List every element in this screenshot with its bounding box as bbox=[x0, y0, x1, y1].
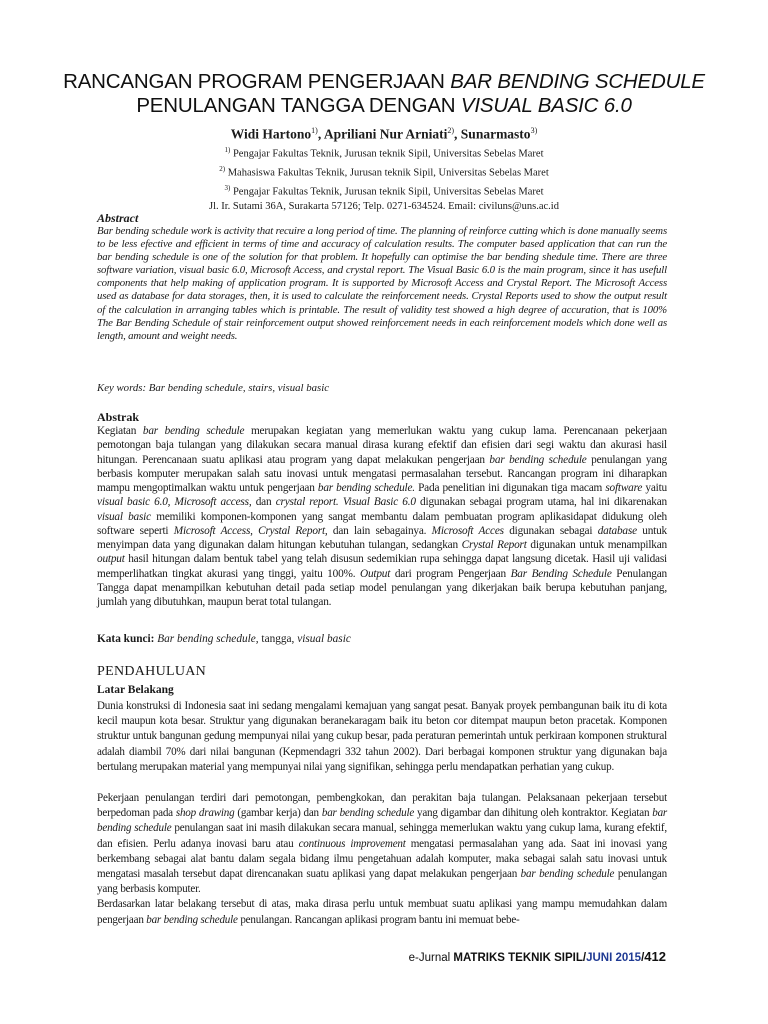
keywords-english: Key words: Bar bending schedule, stairs, visual basic bbox=[97, 382, 330, 394]
issue-month: JUNI bbox=[586, 952, 613, 964]
introduction-section bbox=[97, 664, 667, 928]
abstrak-heading: Abstrak bbox=[97, 410, 140, 424]
subsection-heading: Latar Belakang bbox=[97, 684, 174, 696]
abstrak-text: Kegiatan bar bending schedule merupakan kegiatan yang memerlukan waktu yang cukup lama. Perencanaan pekerjaan pemotongan baja tulangan yang dilakukan secara manual dirasa kurang efektif dan efisien dari segi waktu dan akurasi hasil hitungan. Perencanaan suatu aplikasi atau program yang dapat melakukan pengerjaan bar bending schedule penulangan yang berbasis komputer merupakan salah satu inovasi untuk mengatasi permasalahan tersebut. Rancangan program ini diharapkan mampu mengoptimalkan waktu untuk pengerjaan bar bending schedule. Pada penelitian ini digunakan tiga macam software yaitu visual basic 6.0, Microsoft access, dan crystal report. Visual Basic 6.0 digunakan sebagai program utama, hal ini dikarenakan visual basic memiliki komponen-komponen yang sangat membantu dalam pembuatan program aplikasidapat didukung oleh software seperti Microsoft Access, Crystal Report, dan lain sebagainya. Microsoft Acces digunakan sebagai database untuk menyimpan data yang digunakan dalam hitungan kebutuhan tulangan, sedangkan Crystal Report digunakan untuk menampilkan output hasil hitungan dalam bentuk tabel yang telah disusun sedemikian rupa sehingga dapat langsung dicetak. Hasil uji validasi memperlihatkan tingkat akurasi yang tinggi, yaitu 100%. Output dari program Pengerjaan Bar Bending Schedule Penulangan Tangga dapat menampilkan kebutuhan detail pada setiap model penulangan yang dikerjakan baik berupa kebutuhan panjang, jumlah yang dibutuhkan, maupun berat total tulangan. bbox=[97, 425, 668, 608]
affiliation-line: $^{2)}$ Mahasiswa Fakultas Teknik, Jurusan teknik Sipil, Universitas Sebelas Maret bbox=[219, 164, 549, 179]
abstract-indonesian bbox=[97, 410, 667, 609]
paragraph: Pekerjaan penulangan terdiri dari pemotongan, pembengkokan, dan perakitan baja tulangan. Pelaksanaan pekerjaan tersebut berpedoman pada shop drawing (gambar kerja) dan bar bending schedule yang digambar dan dihitung oleh kontraktor. Kegiatan bar bending schedule penulangan saat ini masih dilakukan secara manual, sehingga memerlukan waktu yang cukup lama, kurang efektif, dan efisien. Perlu adanya inovasi baru atau continuous improvement mengatasi permasalahan yang ada. Saat ini inovasi yang berkembang sebagai alat bantu dalam segala bidang ilmu pengetahuan adalah komputer, maka sebagai salah satu inovasi untuk mengatasi masalah tersebut dapat direncanakan suatu aplikasi yang dapat melakukan pengerjaan bar bending schedule penulangan yang berbasis komputer. bbox=[97, 792, 668, 896]
paper-title bbox=[0, 70, 768, 118]
keywords-indonesian: Kata kunci: Bar bending schedule, tangga, visual basic bbox=[97, 633, 351, 645]
affiliation-line: $^{3)}$ Pengajar Fakultas Teknik, Jurusan teknik Sipil, Universitas Sebelas Maret bbox=[224, 183, 544, 198]
journal-footer: e-Jurnal MATRIKS TEKNIK SIPIL/JUNI 2015/412 bbox=[408, 949, 666, 964]
abstract-heading: Abstract bbox=[97, 211, 139, 225]
author-name: Widi Hartono bbox=[230, 126, 312, 142]
affiliation-line: $^{1)}$ Pengajar Fakultas Teknik, Jurusan teknik Sipil, Universitas Sebelas Maret bbox=[224, 146, 544, 160]
journal-name: MATRIKS TEKNIK SIPIL bbox=[453, 952, 583, 964]
paragraph: Berdasarkan latar belakang tersebut di atas, maka dirasa perlu untuk membuat suatu aplikasi yang mampu memudahkan dalam pengerjaan bar bending schedule penulangan. Rancangan aplikasi program bantu ini memuat bebe- bbox=[97, 898, 667, 926]
author-list: Widi Hartono$^{1)}$, Apriliani Nur Arniati$^{2)}$, Sunarmasto$^{3)}$ bbox=[230, 126, 538, 142]
author-name: Apriliani Nur Arniati bbox=[323, 126, 448, 142]
title-line-1: RANCANGAN PROGRAM PENGERJAAN BAR BENDING SCHEDULE bbox=[63, 70, 705, 93]
paragraph: Dunia konstruksi di Indonesia saat ini sedang mengalami kemajuan yang sangat pesat. Banyak proyek pembangunan baik itu di kota kecil maupun kota besar. Struktur yang digunakan beranekaragam baik itu beton cor ditempat maupun beton pracetak. Komponen struktur untuk bangunan gedung mempunyai nilai yang cukup besar, pada peraturan pemerintah untuk perkiraan komponen struktural adalah diambil 70% dari nilai bangunan (Kepmendagri 332 tahun 2002). Dari berbagai komponen struktur yang digunakan baja bertulang merupakan material yang mempunyai nilai yang signifikan, sehingga perlu mendapatkan perhatian yang cukup. bbox=[97, 700, 667, 773]
abstract-text: Bar bending schedule work is activity that recuire a long period of time. The planning of reinforce cutting which is done manually seems to be less efective and efficient in terms of time and accuracy of calculation results. The computer based application that can run the bar bending schedule is one of the solution for that problem. It hopefully can optimise the bar bending shedule time. There are three software variation, visual basic 6.0, Microsoft Access, and crystal report. The Visual Basic 6.0 is the main program, since it has usefull components that help making of application program. It is supported by Microsoft Access and Crystal Report. The Microsoft Access used as database for data storages, then, it is used to calculate the reinforcement needs. Crystal Reports used to show the output result of the calculation in arranging tables which is printable. The result of validity test showed a high degree of accuration, that is 100% The Bar Bending Schedule of stair reinforcement output showed reinforcement needs in each reinforcement models which done well as length, amount and weight needs. bbox=[97, 225, 667, 342]
affiliations bbox=[0, 143, 768, 214]
title-line-2: PENULANGAN TANGGA DENGAN VISUAL BASIC 6.0 bbox=[136, 94, 632, 117]
issue-year: 2015 bbox=[615, 952, 642, 964]
page-number: 412 bbox=[644, 949, 666, 964]
author-address: Jl. Ir. Sutami 36A, Surakarta 57126; Telp. 0271-634524. Email: civiluns@uns.ac.id bbox=[209, 200, 559, 212]
abstract-english bbox=[97, 211, 667, 343]
author-name: Sunarmasto bbox=[460, 126, 531, 142]
section-heading: PENDAHULUAN bbox=[97, 664, 207, 679]
